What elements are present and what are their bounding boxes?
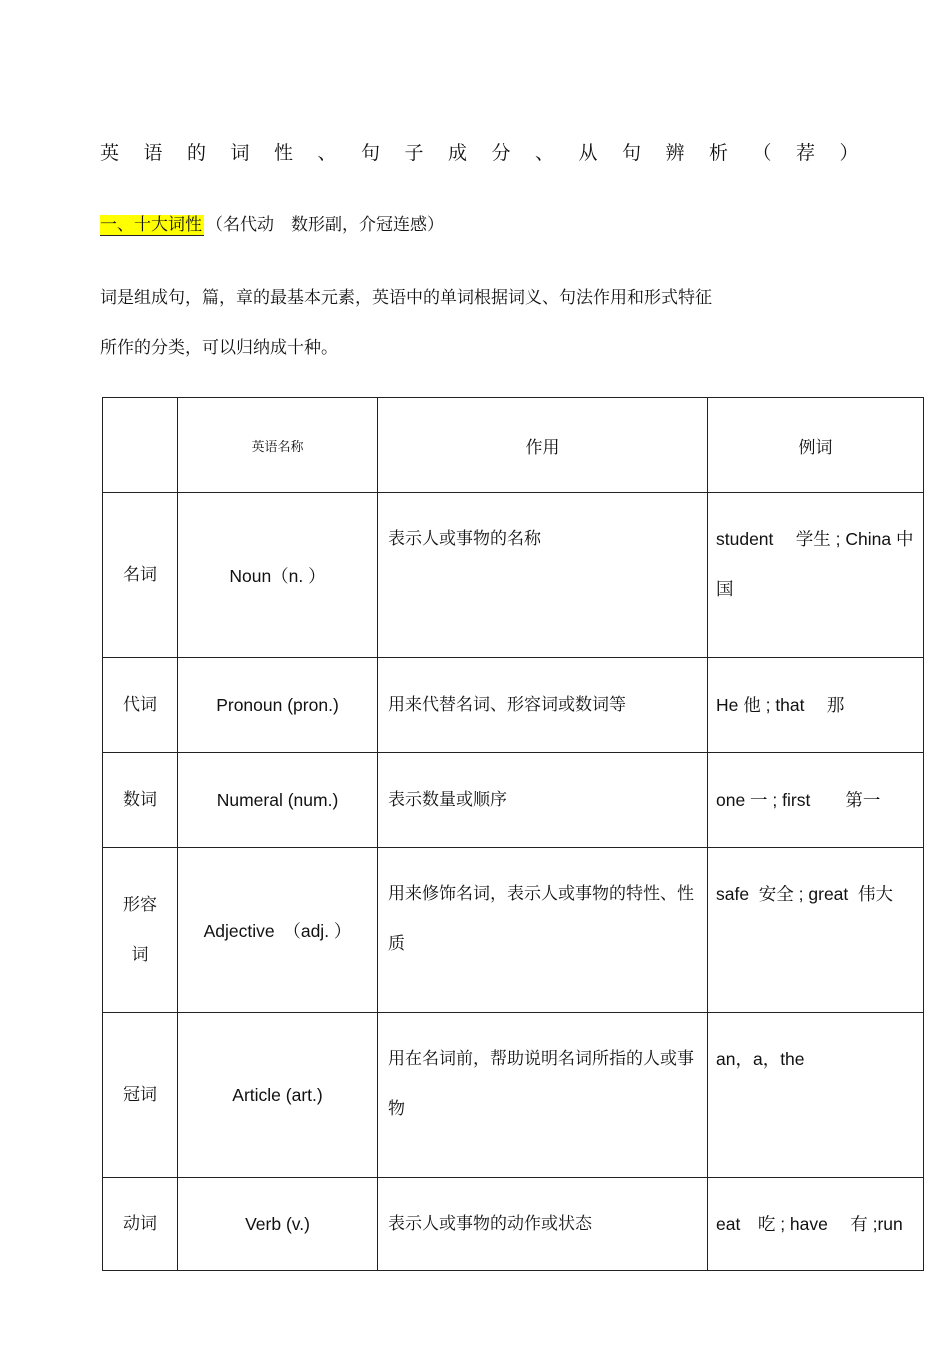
cell-chinese-name: 形容词	[103, 848, 178, 1013]
cell-function: 用在名词前，帮助说明名词所指的人或事物	[378, 1013, 708, 1178]
cell-chinese-name: 代词	[103, 658, 178, 753]
table-row	[103, 1178, 924, 1271]
cell-function: 表示人或事物的名称	[378, 493, 708, 658]
cell-function: 用来代替名词、形容词或数词等	[378, 658, 708, 753]
table-row	[103, 848, 924, 1013]
cell-english-name: Pronoun (pron.)	[178, 658, 378, 753]
section-heading-highlighted: 一、十大词性	[100, 215, 202, 235]
table-row	[103, 753, 924, 848]
parts-of-speech-table	[102, 397, 924, 1271]
cell-english-name: Adjective （adj. ）	[178, 848, 378, 1013]
cell-english-name: Noun（n. ）	[178, 493, 378, 658]
table-row	[103, 1013, 924, 1178]
cell-examples: student 学生 ; China 中国	[708, 493, 924, 658]
header-cell-english-name: 英语名称	[178, 398, 378, 493]
intro-paragraph-line-2: 所作的分类，可以归纳成十种。	[100, 338, 338, 358]
cell-examples: one 一 ; first 第一	[708, 753, 924, 848]
cell-chinese-name: 动词	[103, 1178, 178, 1271]
cell-function: 用来修饰名词，表示人或事物的特性、性质	[378, 848, 708, 1013]
cell-chinese-name: 冠词	[103, 1013, 178, 1178]
cell-chinese-name: 数词	[103, 753, 178, 848]
cell-english-name: Article (art.)	[178, 1013, 378, 1178]
cell-english-name: Verb (v.)	[178, 1178, 378, 1271]
section-mnemonic: （名代动 数形副，介冠连感）	[206, 215, 444, 235]
intro-paragraph-line-1: 词是组成句，篇，章的最基本元素，英语中的单词根据词义、句法作用和形式特征	[100, 288, 712, 308]
table-header-row	[103, 398, 924, 493]
cell-english-name: Numeral (num.)	[178, 753, 378, 848]
cell-examples: He 他 ; that 那	[708, 658, 924, 753]
header-cell-empty	[103, 398, 178, 493]
header-cell-examples: 例词	[708, 398, 924, 493]
header-cell-function: 作用	[378, 398, 708, 493]
cell-examples: eat 吃 ; have 有 ;run	[708, 1178, 924, 1271]
cell-function: 表示数量或顺序	[378, 753, 708, 848]
table-row	[103, 493, 924, 658]
cell-chinese-name: 名词	[103, 493, 178, 658]
table-row	[103, 658, 924, 753]
section-header	[100, 213, 444, 237]
cell-examples: an，a，the	[708, 1013, 924, 1178]
document-title: 英语的词性、句子成分、从句辨析（荐）	[100, 142, 884, 164]
cell-examples: safe 安全 ; great 伟大	[708, 848, 924, 1013]
cell-function: 表示人或事物的动作或状态	[378, 1178, 708, 1271]
